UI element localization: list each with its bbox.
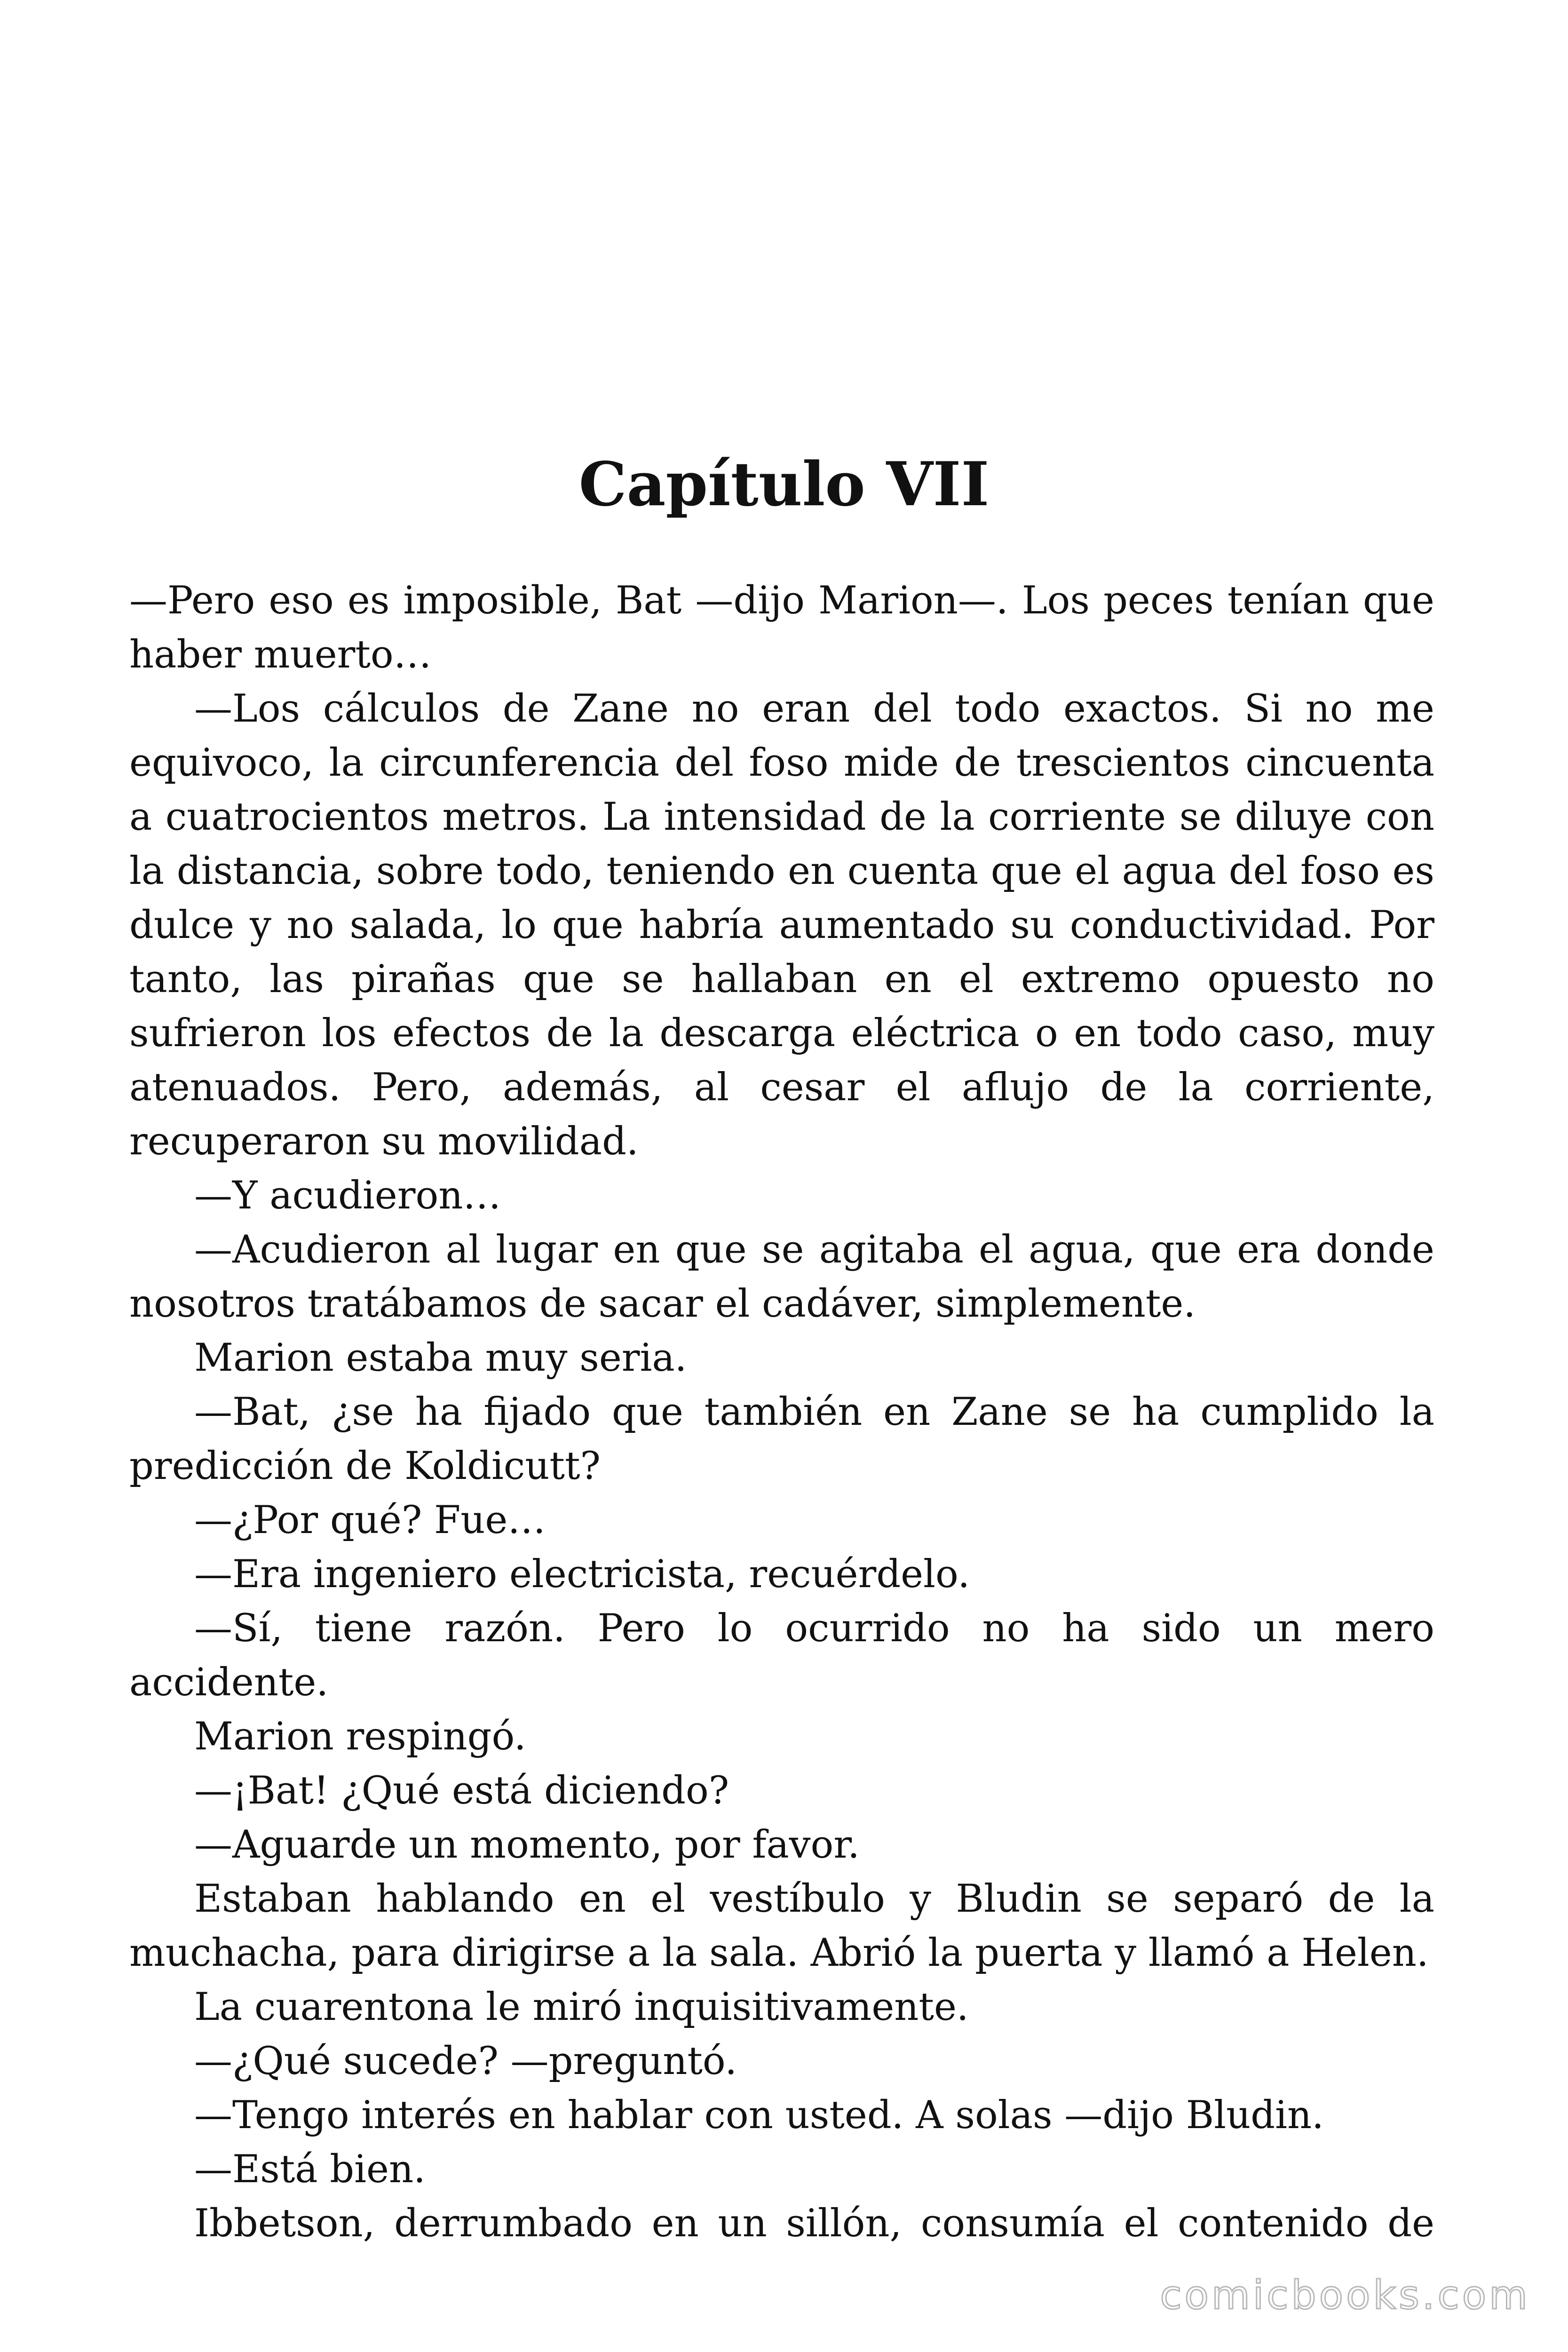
paragraph: —Acudieron al lugar en que se agitaba el agua, que era donde nosotros tratábamos de sacar el cadáver, simplemente. [129,1228,1434,1326]
paragraph: —Está bien. [194,2147,426,2192]
body-text [129,574,1434,2251]
paragraph: La cuarentona le miró inquisitivamente. [194,1985,969,2029]
paragraph: —¿Qué sucede? —preguntó. [194,2039,737,2083]
paragraph: Estaban hablando en el vestíbulo y Bludin se separó de la muchacha, para dirigirse a la sala. Abrió la puerta y llamó a Helen. [129,1877,1434,1975]
paragraph: —Pero eso es imposible, Bat —dijo Marion—. Los peces tenían que haber muerto… [129,579,1434,677]
paragraph: —Los cálculos de Zane no eran del todo exactos. Si no me equivoco, la circunferencia del foso mide de trescientos cincuenta a cuatrocientos metros. La intensidad de la corriente se diluye con la distancia, sobre todo, teniendo en cuenta que el agua del foso es dulce y no salada, lo que habría aumentado su conductividad. Por tanto, las pirañas que se hallaban en el extremo opuesto no sufrieron los efectos de la descarga eléctrica o en todo caso, muy atenuados. Pero, además, al cesar el aflujo de la corriente, recuperaron su movilidad. [129,687,1434,1164]
paragraph: Marion respingó. [194,1715,526,1759]
paragraph: —Y acudieron… [194,1174,501,1218]
paragraph: —¿Por qué? Fue… [194,1498,546,1542]
watermark: comicbooks.com [1160,2272,1530,2318]
chapter-title: Capítulo VII [578,449,990,520]
paragraph: —Sí, tiene razón. Pero lo ocurrido no ha sido un mero accidente. [129,1606,1434,1705]
paragraph: —Aguarde un momento, por favor. [194,1823,860,1867]
paragraph: —Tengo interés en hablar con usted. A solas —dijo Bludin. [194,2093,1324,2137]
paragraph: —¡Bat! ¿Qué está diciendo? [194,1769,729,1813]
paragraph: Marion estaba muy seria. [194,1336,687,1380]
paragraph: —Bat, ¿se ha fijado que también en Zane se ha cumplido la predicción de Koldicutt? [129,1390,1434,1488]
paragraph: Ibbetson, derrumbado en un sillón, consumía el contenido de [194,2201,1434,2246]
paragraph: —Era ingeniero electricista, recuérdelo. [194,1552,970,1597]
